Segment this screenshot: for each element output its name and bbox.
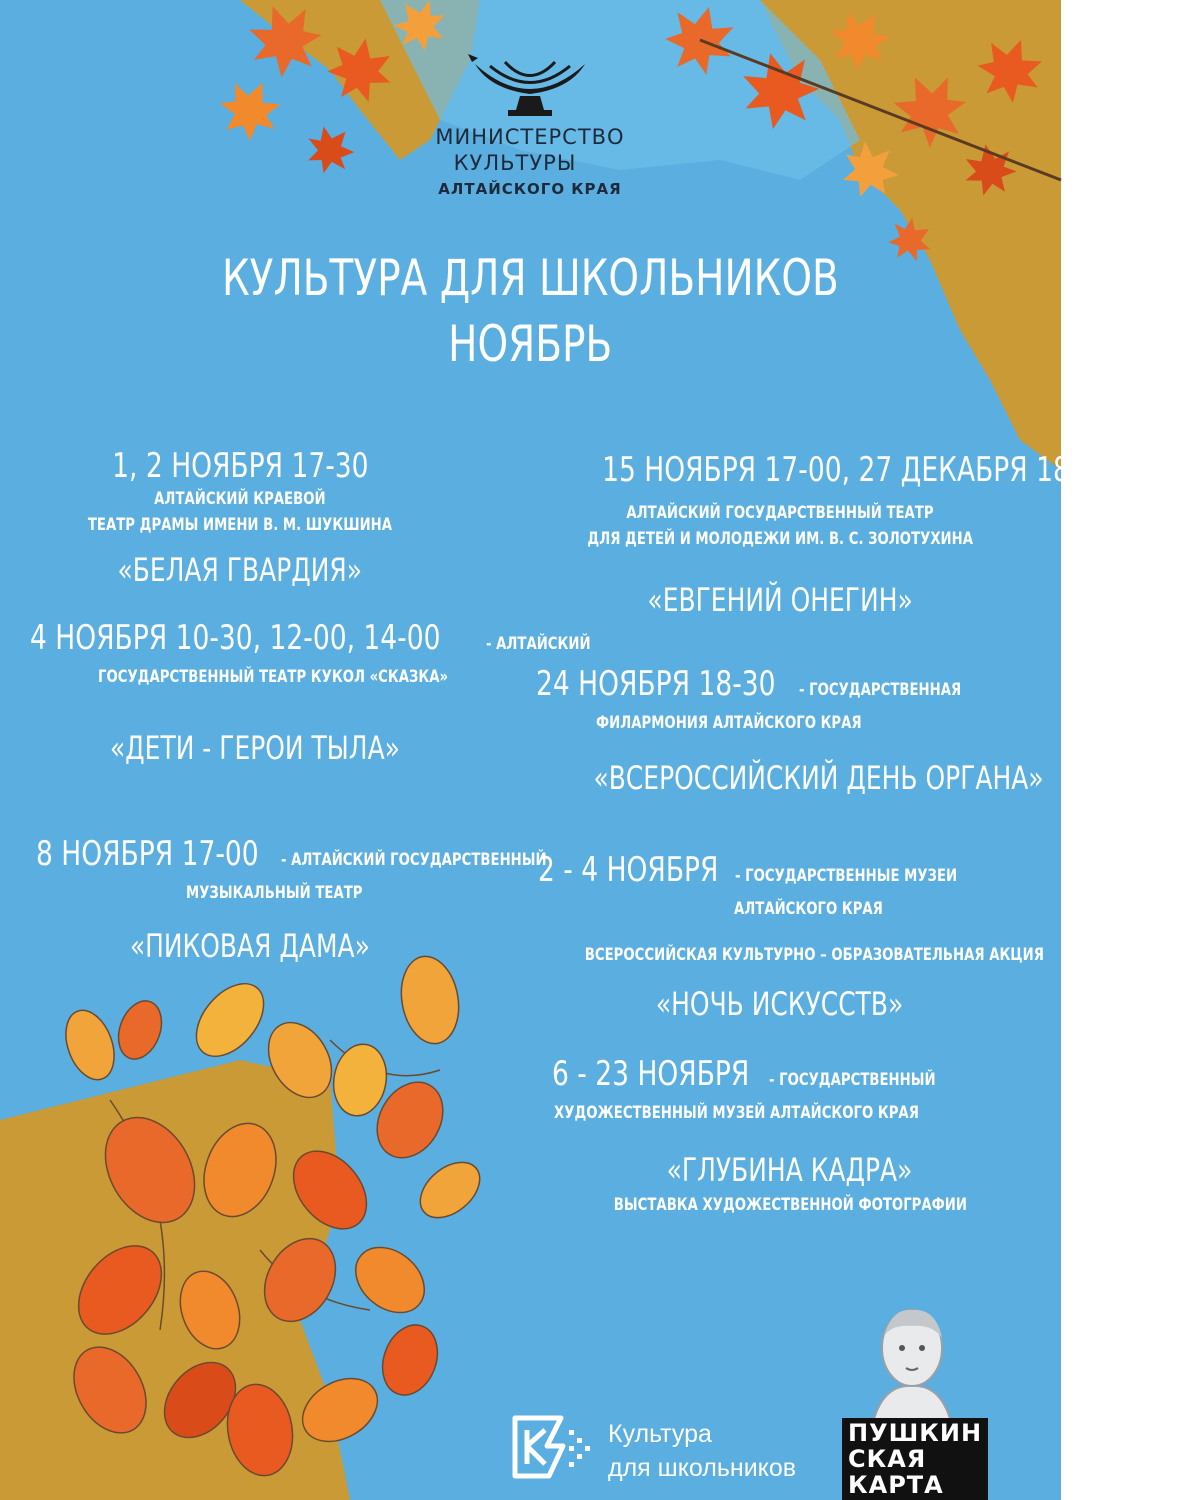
event-show-title: «БЕЛАЯ ГВАРДИЯ» xyxy=(117,551,363,589)
event-card xyxy=(536,664,1036,736)
event-venue-line-2: ДЛЯ ДЕТЕЙ И МОЛОДЕЖИ ИМ. В. С. ЗОЛОТУХИНА xyxy=(587,529,973,549)
event-show-title: «ДЕТИ - ГЕРОИ ТЫЛА» xyxy=(109,729,401,767)
event-date: 15 НОЯБРЯ 17-00, 27 ДЕКАБРЯ 18-30 xyxy=(602,450,1114,490)
event-date: 24 НОЯБРЯ 18-30 xyxy=(536,664,776,704)
event-venue-line-2: АЛТАЙСКОГО КРАЯ xyxy=(734,899,883,919)
title-line-1: КУЛЬТУРА ДЛЯ ШКОЛЬНИКОВ xyxy=(222,249,839,307)
event-card xyxy=(538,850,1038,922)
ministry-name xyxy=(400,124,660,202)
event-card xyxy=(36,834,548,906)
ministry-line-3: АЛТАЙСКОГО КРАЯ xyxy=(438,180,622,198)
pushkin-bust-icon xyxy=(862,1306,962,1426)
event-card xyxy=(30,618,591,690)
event-show-title: «ПИКОВАЯ ДАМА» xyxy=(129,927,370,965)
kultura-logo-text xyxy=(608,1418,796,1484)
event-extra-text: ВСЕРОССИЙСКАЯ КУЛЬТУРНО – ОБРАЗОВАТЕЛЬНАЯ АКЦИЯ xyxy=(584,945,1044,965)
event-show xyxy=(530,756,1050,800)
event-venue-line-2: ХУДОЖЕСТВЕННЫЙ МУЗЕЙ АЛТАЙСКОГО КРАЯ xyxy=(554,1103,919,1123)
event-date: 6 - 23 НОЯБРЯ xyxy=(552,1054,750,1094)
ministry-bowl-logo xyxy=(470,44,590,124)
event-card xyxy=(552,1054,1052,1126)
event-venue-line-1: - ГОСУДАРСТВЕННЫЙ xyxy=(769,1070,936,1090)
event-show-title: «ЕВГЕНИЙ ОНЕГИН» xyxy=(647,581,913,619)
event-extra-text: ВЫСТАВКА ХУДОЖЕСТВЕННОЙ ФОТОГРАФИИ xyxy=(613,1195,967,1215)
pushkin-line-3: КАРТА xyxy=(848,1471,944,1499)
event-show-title: «ВСЕРОССИЙСКИЙ ДЕНЬ ОРГАНА» xyxy=(593,759,1044,797)
event-date: 1, 2 НОЯБРЯ 17-30 xyxy=(111,446,369,486)
event-venue-line-2: МУЗЫКАЛЬНЫЙ ТЕАТР xyxy=(186,883,363,903)
page-title xyxy=(0,248,1061,374)
event-show xyxy=(530,982,1030,1026)
event-venue-line-2: ФИЛАРМОНИЯ АЛТАЙСКОГО КРАЯ xyxy=(596,713,862,733)
event-card xyxy=(530,450,1114,620)
kultura-line-1: Культура xyxy=(608,1420,712,1448)
event-venue-line-2: ГОСУДАРСТВЕННЫЙ ТЕАТР КУКОЛ «СКАЗКА» xyxy=(98,667,449,687)
pushkin-line-2: СКАЯ xyxy=(848,1445,927,1473)
ministry-line-2: КУЛЬТУРЫ xyxy=(453,151,577,175)
pushkin-card-logo xyxy=(842,1418,988,1500)
event-venue-line-2: ТЕАТР ДРАМЫ ИМЕНИ В. М. ШУКШИНА xyxy=(87,515,393,535)
kultura-line-2: для школьников xyxy=(608,1454,797,1482)
pushkin-line-1: ПУШКИН xyxy=(848,1419,983,1447)
event-venue-line-1: - ГОСУДАРСТВЕННАЯ xyxy=(799,680,962,700)
event-card xyxy=(40,446,440,590)
event-date: 4 НОЯБРЯ 10-30, 12-00, 14-00 xyxy=(30,618,441,658)
event-show xyxy=(40,924,460,968)
event-date: 2 - 4 НОЯБРЯ xyxy=(538,850,719,890)
event-show-title: «НОЧЬ ИСКУССТВ» xyxy=(656,985,904,1023)
event-venue-line-1: АЛТАЙСКИЙ ГОСУДАРСТВЕННЫЙ ТЕАТР xyxy=(626,503,934,523)
event-venue-line-1: - ГОСУДАРСТВЕННЫЕ МУЗЕИ xyxy=(735,866,958,886)
event-show xyxy=(40,726,470,770)
ministry-line-1: МИНИСТЕРСТВО xyxy=(435,125,625,149)
kultura-logo-icon xyxy=(505,1412,595,1484)
event-show-title: «ГЛУБИНА КАДРА» xyxy=(667,1151,913,1189)
event-date: 8 НОЯБРЯ 17-00 xyxy=(36,834,259,874)
event-venue-line-1: - АЛТАЙСКИЙ xyxy=(486,634,591,654)
event-venue-line-1: АЛТАЙСКИЙ КРАЕВОЙ xyxy=(154,489,326,509)
event-extra xyxy=(520,942,1060,968)
title-line-2: НОЯБРЬ xyxy=(448,315,613,373)
event-venue-line-1: - АЛТАЙСКИЙ ГОСУДАРСТВЕННЫЙ xyxy=(281,850,548,870)
event-show xyxy=(540,1148,1040,1218)
